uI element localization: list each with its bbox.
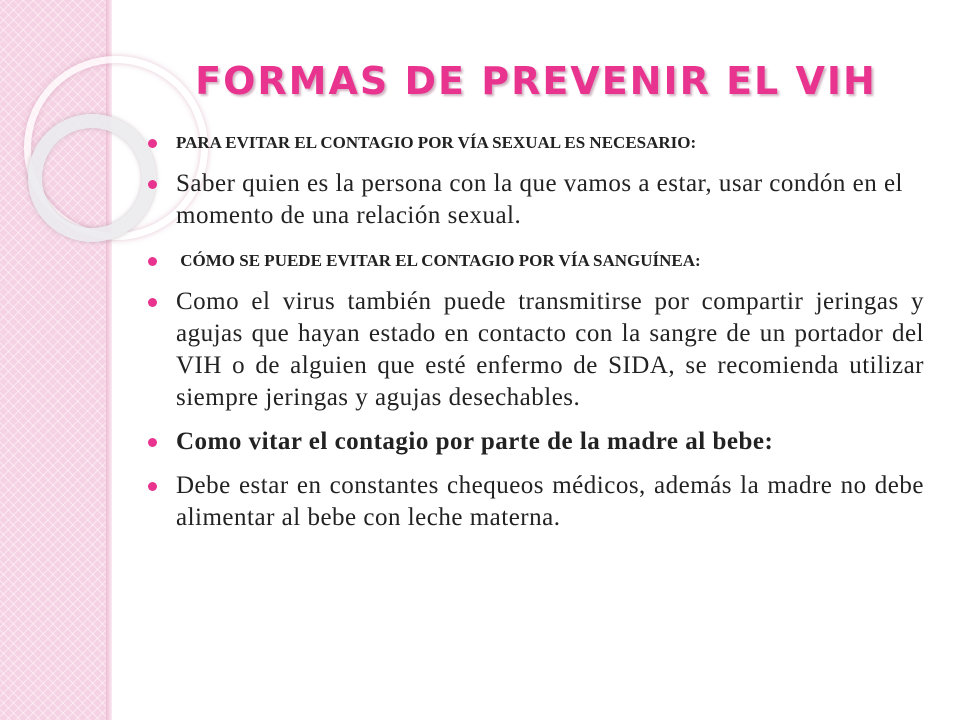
bullet-dot xyxy=(148,298,157,307)
decorative-ring-small xyxy=(28,114,156,242)
bullet-dot xyxy=(148,257,157,266)
bullet-text: Como el virus también puede transmitirse por compartir jeringas y agujas que hayan estado en contacto con la sangre de un portador del VIH o de alguien que esté enfermo de SIDA, se recomienda utilizar siempre jeringas y agujas desechables. xyxy=(176,288,924,411)
bullet-item-blood-advice xyxy=(146,286,924,414)
bullet-dot xyxy=(148,438,157,447)
bullet-text: CÓMO SE PUEDE EVITAR EL CONTAGIO POR VÍA SANGUÍNEA: xyxy=(176,251,701,270)
bullet-text: PARA EVITAR EL CONTAGIO POR VÍA SEXUAL ES NECESARIO: xyxy=(176,133,697,152)
bullet-item-mother-advice xyxy=(146,470,924,534)
bullet-list xyxy=(146,132,924,534)
bullet-item-heading-mother xyxy=(146,426,924,458)
bullet-item-heading-blood xyxy=(146,250,924,272)
bullet-text: Como vitar el contagio por parte de la madre al bebe: xyxy=(176,428,774,455)
bullet-text: Debe estar en constantes chequeos médicos, además la madre no debe alimentar al bebe con leche materna. xyxy=(176,472,924,531)
bullet-text: Saber quien es la persona con la que vamos a estar, usar condón en el momento de una relación sexual. xyxy=(176,170,904,229)
bullet-item-heading-sexual xyxy=(146,132,924,154)
slide-title: FORMAS DE PREVENIR EL VIH xyxy=(195,59,877,103)
bullet-dot xyxy=(148,482,157,491)
bullet-dot xyxy=(148,180,157,189)
bullet-item-sexual-advice xyxy=(146,168,924,232)
bullet-dot xyxy=(148,139,157,148)
